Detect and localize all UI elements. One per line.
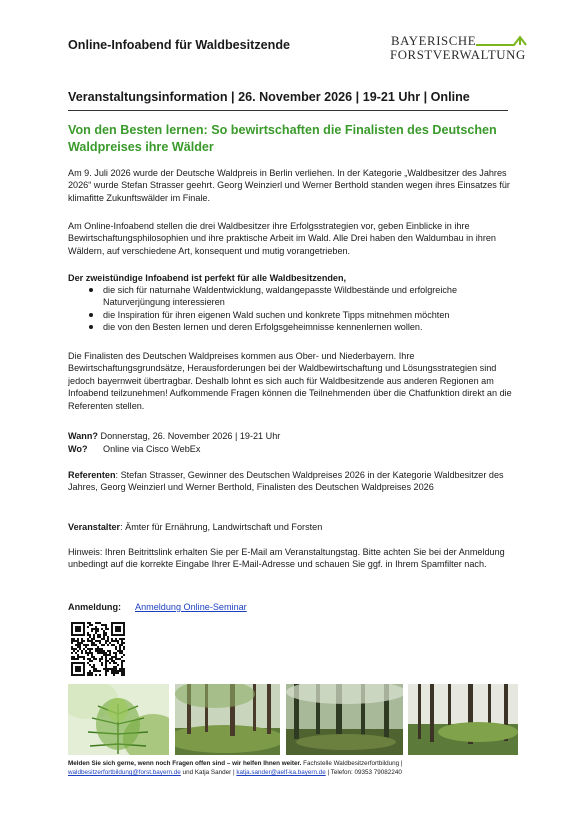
intro-paragraph: Am 9. Juli 2026 wurde der Deutsche Waldpreis in Berlin verliehen. In der Kategorie „Waldbesitzer des Jahres 2026“ wurde Stefan Strasser geehrt. Georg Weinzierl und Werner Berthold standen wegen ihres Einsatzes für klimafitte Zukunftswälder im Finale. <box>68 168 510 203</box>
speakers-label: Referenten <box>68 470 116 480</box>
list-item: die Inspiration für ihren eigenen Wald suchen und konkrete Tipps mitnehmen möchten <box>68 309 508 321</box>
description-paragraph: Am Online-Infoabend stellen die drei Waldbesitzer ihre Erfolgsstrategien vor, geben Einblicke in ihre Bewirtschaftungsphilosophien und ihre praktische Arbeit im Wald. Alle Drei haben den Waldumbau in ihren Wäldern, auf verschiedene Art, konsequent und mutig vorangetrieben. <box>68 221 496 256</box>
footer-email-2[interactable]: katja.sander@aelf-ka.bayern.de <box>236 769 326 777</box>
when-row <box>68 430 518 442</box>
speakers-value: : Stefan Strasser, Gewinner des Deutschen Waldpreises 2026 in der Kategorie Waldbesitzer des Jahres, Georg Weinzierl und Werner Berthold, Finalisten des Deutschen Waldpreises 2026 <box>68 470 504 493</box>
when-value: Donnerstag, 26. November 2026 | 19-21 Uhr <box>100 431 281 441</box>
forest-photo-3 <box>408 684 518 755</box>
registration-link[interactable]: Anmeldung Online-Seminar <box>135 602 247 612</box>
document-header-title: Online-Infoabend für Waldbesitzende <box>68 38 291 52</box>
when-label: Wann? <box>68 431 98 441</box>
footer-text-1: Fachstelle Waldbesitzerfortbildung | <box>301 760 403 767</box>
target-list <box>68 284 508 334</box>
speakers-paragraph <box>68 469 518 494</box>
divider <box>68 110 508 111</box>
where-value: Online via Cisco WebEx <box>103 444 201 454</box>
footer-bold: Melden Sie sich gerne, wenn noch Fragen offen sind – wir helfen Ihnen weiter. <box>68 760 302 767</box>
event-info-line: Veranstaltungsinformation | 26. November 2026 | 19-21 Uhr | Online <box>68 90 470 104</box>
footer-text-3: | Telefon: 09353 79082240 <box>325 769 402 777</box>
footer-email-1[interactable]: waldbesitzerfortbildung@forst.bayern.de <box>68 769 181 777</box>
registration-label: Anmeldung: <box>68 602 122 612</box>
list-item: die von den Besten lernen und deren Erfolgsgeheimnisse kennenlernen wollen. <box>68 321 508 333</box>
logo-line-1: BAYERISCHE <box>391 34 477 48</box>
organizer-label: Veranstalter <box>68 522 121 532</box>
qr-code-icon[interactable] <box>69 620 127 678</box>
forest-photo-1 <box>175 684 280 755</box>
headline: Von den Besten lernen: So bewirtschaften die Finalisten des Deutschen Waldpreises ihre Wälder <box>68 123 497 154</box>
logo-line-2: FORSTVERWALTUNG <box>390 48 526 62</box>
registration-row <box>68 601 518 613</box>
where-row <box>68 443 518 455</box>
notice-paragraph: Hinweis: Ihren Beitrittslink erhalten Sie per E-Mail am Veranstaltungstag. Bitte achten Sie bei der Anmeldung unbedingt auf die korrekte Eingabe Ihrer E-Mail-Adresse und schauen Sie ggf. in Ihrem Spamfilter nach. <box>68 547 505 570</box>
organizer-value: : Ämter für Ernährung, Landwirtschaft und Forsten <box>120 522 323 532</box>
list-item: die sich für naturnahe Waldentwicklung, waldangepasste Wildbestände und erfolgreiche Naturverjüngung interessieren <box>68 284 508 309</box>
forest-photo-2 <box>286 684 403 755</box>
bayerische-forstverwaltung-logo <box>372 30 528 66</box>
where-label: Wo? <box>68 444 88 454</box>
finalists-paragraph: Die Finalisten des Deutschen Waldpreises kommen aus Ober- und Niederbayern. Ihre Bewirtschaftungsgrundsätze, Herausforderungen bei der Waldbewirtschaftung und Lösungsstrategien sind jedoch bayernweit übertragbar. Deshalb lohnt es sich auch für Waldbesitzende aus anderen Regionen am Infoabend teilzunehmen! Aufkommende Fragen können die Teilnehmenden über die Chatfunktion direkt an die Referenten stellen. <box>68 351 512 411</box>
footer-text-2: und Katja Sander | <box>180 769 237 777</box>
footer <box>68 759 518 777</box>
target-heading: Der zweistündige Infoabend ist perfekt für alle Waldbesitzenden, <box>68 273 347 283</box>
seedling-photo <box>68 684 169 755</box>
organizer-paragraph <box>68 521 518 533</box>
